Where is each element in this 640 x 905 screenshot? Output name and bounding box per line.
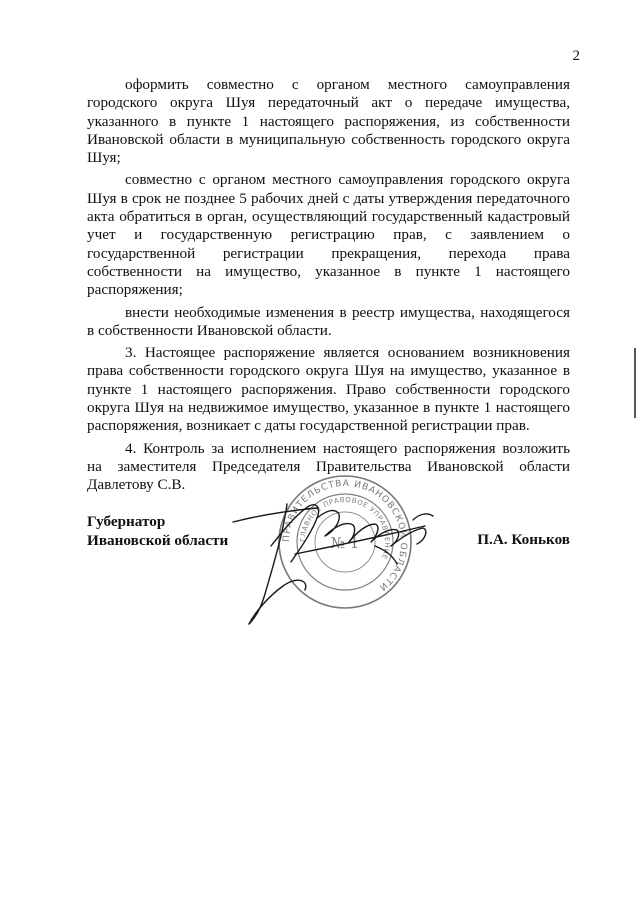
paragraph-registry-changes: внести необходимые изменения в реестр имущества, находящегося в собственности Ивановской области. <box>87 303 570 339</box>
seal-number: № 1 <box>330 534 360 552</box>
paragraph-control: 4. Контроль за исполнением настоящего распоряжения возложить на заместителя Председателя Правительства Ивановской области Давлетову С.В. <box>87 439 570 494</box>
scan-edge-mark <box>634 348 636 418</box>
document-body <box>87 76 570 499</box>
seal-ring-text: ПРАВИТЕЛЬСТВА ИВАНОВСКОЙ ОБЛАСТИ <box>281 478 409 593</box>
seal-inner-text: ГЛАВНОЕ ПРАВОВОЕ УПРАВЛЕНИЕ <box>298 495 392 561</box>
signer-title-line1: Губернатор <box>87 513 166 530</box>
paragraph-ownership-basis: 3. Настоящее распоряжение является основанием возникновения права собственности городского округа Шуя на имущество, указанное в пункте 1 настоящего распоряжения. Право собственности городского округа Шуя на недвижимое имущество, указанное в пункте 1 настоящего распоряжения, возникает с даты государственной регистрации прав. <box>87 344 570 435</box>
signer-name: П.А. Коньков <box>477 531 570 548</box>
paragraph-registration: совместно с органом местного самоуправления городского округа Шуя в срок не позднее 5 рабочих дней с даты утверждения передаточного акта обратиться в орган, осуществляющий государственный кадастровый учет и государственную регистрацию прав, с заявлением о государственной регистрации прекращения, перехода права собственности на имущество, указанное в пункте 1 настоящего распоряжения; <box>87 171 570 299</box>
handwritten-signature <box>225 484 440 629</box>
signer-title-line2: Ивановской области <box>87 531 229 549</box>
paragraph-transfer-act: оформить совместно с органом местного самоуправления городского округа Шуя передаточный акт о передаче имущества, указанного в пункте 1 настоящего распоряжения, из собственности Ивановской области в муниципальную собственность городского округа Шуя; <box>87 76 570 167</box>
signer-title <box>87 513 228 550</box>
page-number: 2 <box>572 48 580 64</box>
